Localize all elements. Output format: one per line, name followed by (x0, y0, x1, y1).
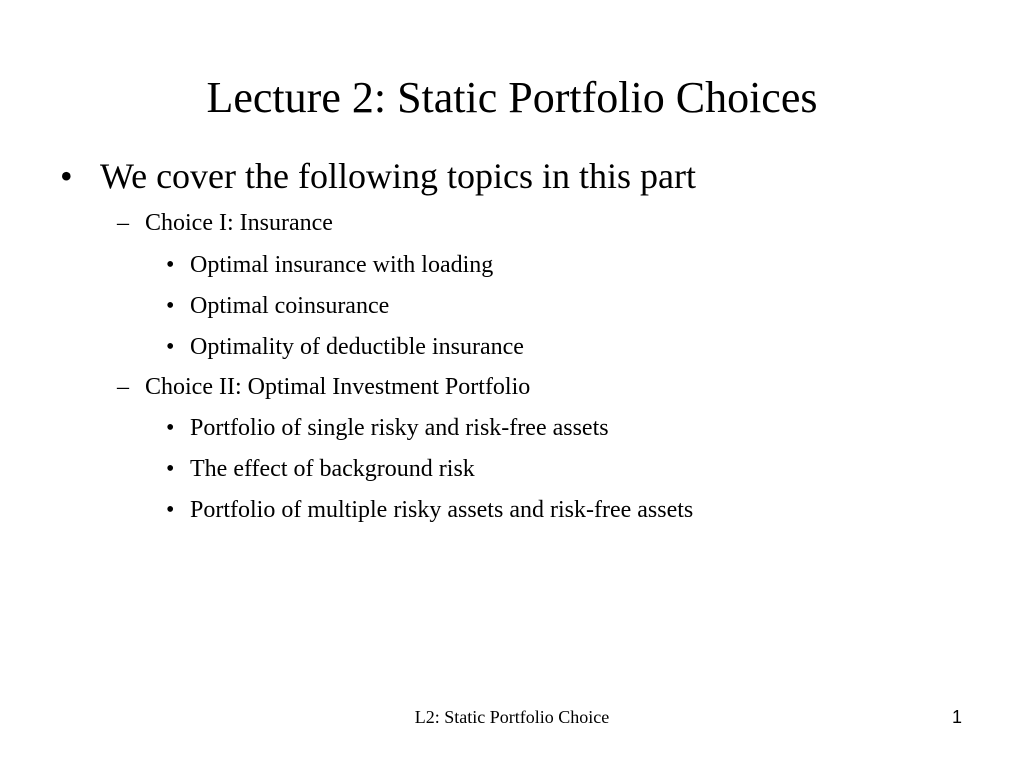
sub-bullet-text: Portfolio of multiple risky assets and risk-free assets (190, 497, 694, 523)
bullet-marker: • (166, 415, 175, 441)
slide-footer: L2: Static Portfolio Choice (414, 707, 610, 727)
section-heading (117, 207, 917, 239)
sub-bullet-text: Optimal insurance with loading (190, 252, 494, 278)
sub-bullet (166, 412, 966, 444)
slide-title: Lecture 2: Static Portfolio Choices (206, 73, 818, 122)
sub-bullet (166, 494, 966, 526)
sub-bullet-text: Optimal coinsurance (190, 293, 390, 319)
bullet-text: We cover the following topics in this part (100, 156, 696, 196)
slide-number: 1 (951, 707, 962, 727)
bullet-marker: • (166, 293, 175, 319)
sub-bullet-text: Optimality of deductible insurance (190, 334, 524, 360)
section-heading (117, 371, 917, 403)
bullet-marker: • (60, 156, 73, 196)
section-heading-text: Choice II: Optimal Investment Portfolio (145, 374, 531, 400)
bullet-marker: • (166, 456, 175, 482)
sub-bullet (166, 453, 966, 485)
bullet-level1 (60, 154, 960, 198)
sub-bullet-text: The effect of background risk (190, 456, 475, 482)
sub-bullet (166, 290, 966, 322)
bullet-marker: • (166, 252, 175, 278)
sub-bullet (166, 331, 966, 363)
sub-bullet (166, 249, 966, 281)
bullet-marker: • (166, 497, 175, 523)
bullet-marker: • (166, 334, 175, 360)
sub-bullet-text: Portfolio of single risky and risk-free assets (190, 415, 609, 441)
dash-marker: – (117, 374, 129, 400)
section-heading-text: Choice I: Insurance (145, 210, 333, 236)
dash-marker: – (117, 210, 129, 236)
